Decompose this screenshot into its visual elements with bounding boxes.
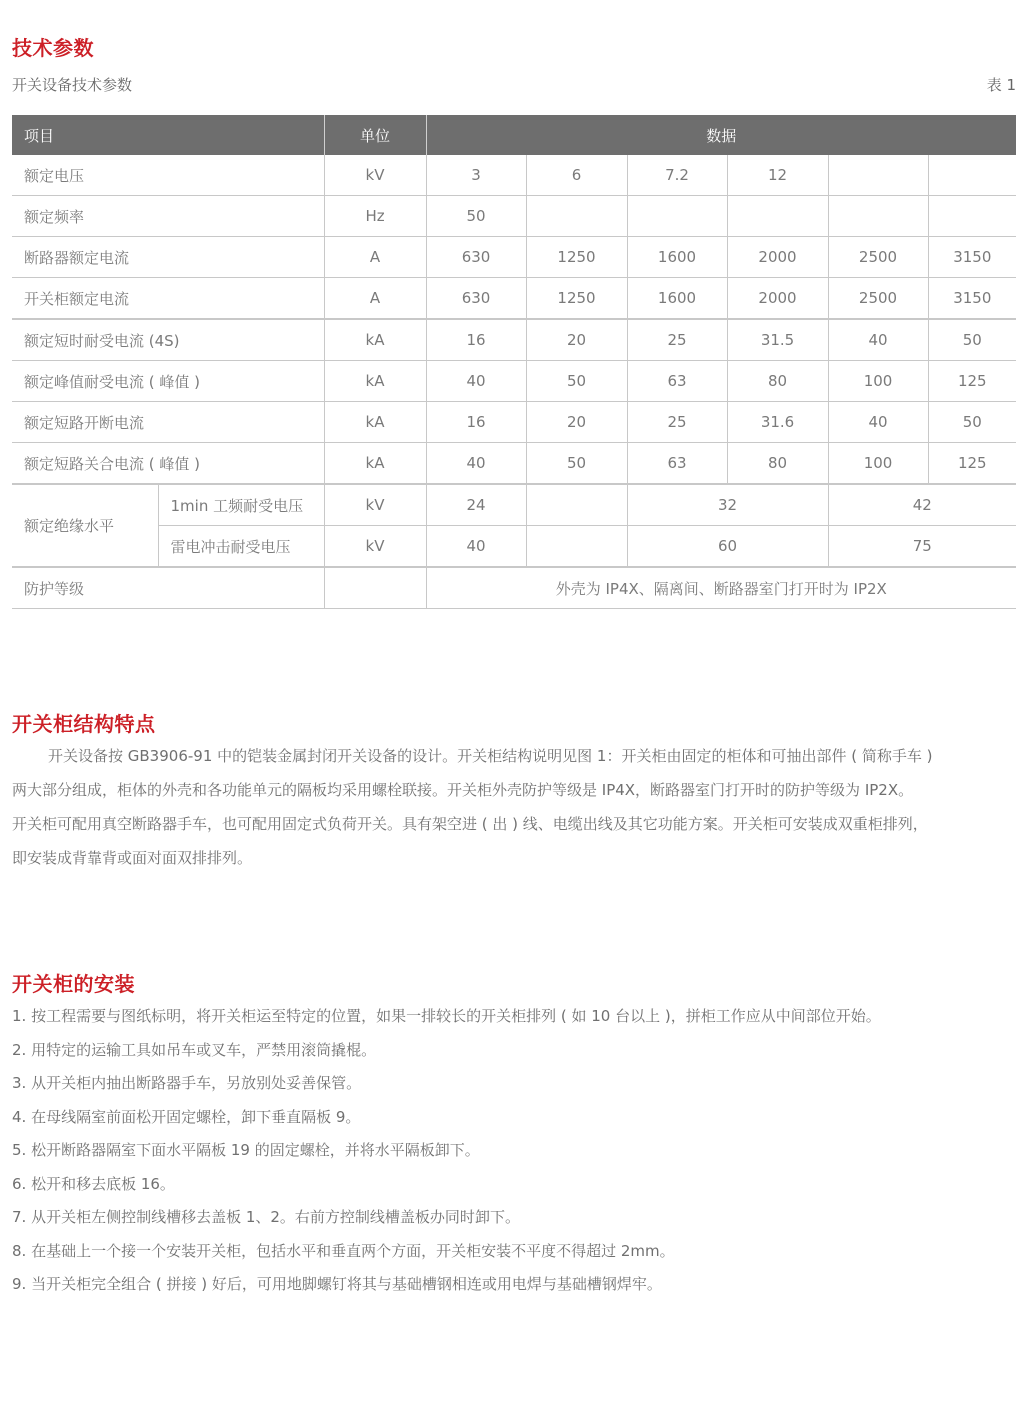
row-unit: kA [324,361,426,402]
spec-table [12,115,1016,609]
row-value: 40 [828,402,928,443]
row-unit: Hz [324,196,426,237]
row-value: 1600 [627,237,727,278]
install-step: 1. 按工程需要与图纸标明，将开关柜运至特定的位置，如果一排较长的开关柜排列 ( 如 10 台以上 )，拼柜工作应从中间部位开始。 [12,1007,881,1025]
row-unit: A [324,237,426,278]
install-step: 5. 松开断路器隔室下面水平隔板 19 的固定螺栓，并将水平隔板卸下。 [12,1141,480,1159]
row-value [928,196,1016,237]
row-value: 16 [426,319,526,361]
row-value: 1250 [526,237,627,278]
row-value [828,155,928,196]
row-value: 40 [426,443,526,485]
install-step: 2. 用特定的运输工具如吊车或叉车，严禁用滚筒撬棍。 [12,1040,377,1059]
table-row [12,361,1016,402]
row-value: 31.6 [727,402,828,443]
row-sub-label: 1min 工频耐受电压 [158,484,324,526]
row-unit: kA [324,443,426,485]
row-value: 100 [828,443,928,485]
structure-line: 开关柜可配用真空断路器手车，也可配用固定式负荷开关。具有架空进 ( 出 ) 线、电缆出线及其它功能方案。开关柜可安装成双重柜排列， [12,815,928,833]
row-value: 12 [727,155,828,196]
row-unit: kA [324,402,426,443]
row-value: 75 [828,526,1016,568]
section-title-tech: 技术参数 [12,36,94,60]
table-row [12,237,1016,278]
row-value: 630 [426,237,526,278]
table-row [12,196,1016,237]
install-step: 7. 从开关柜左侧控制线槽移去盖板 1、2。右前方控制线槽盖板办同时卸下。 [12,1208,520,1226]
row-item-label: 额定峰值耐受电流 ( 峰值 ) [12,361,324,402]
row-value [526,484,627,526]
table-row [12,402,1016,443]
row-value: 60 [627,526,828,568]
row-item-label: 额定电压 [12,155,324,196]
row-value: 125 [928,443,1016,485]
row-value: 24 [426,484,526,526]
row-item-label: 开关柜额定电流 [12,278,324,320]
row-value: 6 [526,155,627,196]
row-value: 25 [627,402,727,443]
install-step: 9. 当开关柜完全组合 ( 拼接 ) 好后，可用地脚螺钉将其与基础槽钢相连或用电焊与基础槽钢焊牢。 [12,1275,662,1293]
table-number: 表 1 [986,76,1016,94]
row-value [526,526,627,568]
row-value: 20 [526,402,627,443]
header-data: 数据 [426,115,1016,155]
row-value: 3 [426,155,526,196]
row-value: 2000 [727,237,828,278]
row-value: 40 [828,319,928,361]
row-item-label: 防护等级 [12,567,324,609]
row-item-label: 额定短时耐受电流 (4S) [12,319,324,361]
row-value: 20 [526,319,627,361]
header-item: 项目 [12,115,324,155]
structure-line: 即安装成背靠背或面对面双排排列。 [12,849,253,867]
row-unit: kV [324,484,426,526]
structure-paragraph [12,739,1018,875]
row-value [526,196,627,237]
row-sub-label: 雷电冲击耐受电压 [158,526,324,568]
row-value: 630 [426,278,526,320]
install-step: 4. 在母线隔室前面松开固定螺栓，卸下垂直隔板 9。 [12,1107,361,1126]
row-value: 100 [828,361,928,402]
row-item-label: 额定频率 [12,196,324,237]
row-value: 42 [828,484,1016,526]
row-value: 1600 [627,278,727,320]
row-value: 40 [426,526,526,568]
row-value: 3150 [928,278,1016,320]
row-value: 2500 [828,237,928,278]
row-value: 40 [426,361,526,402]
table-caption: 开关设备技术参数 [12,76,133,94]
row-value: 63 [627,361,727,402]
row-value: 3150 [928,237,1016,278]
install-step: 6. 松开和移去底板 16。 [12,1174,175,1193]
row-value: 31.5 [727,319,828,361]
row-value: 外壳为 IP4X、隔离间、断路器室门打开时为 IP2X [426,567,1016,609]
install-steps-list [12,1000,1022,1302]
section-title-install: 开关柜的安装 [12,972,135,996]
row-item-label: 额定短路开断电流 [12,402,324,443]
table-row [12,443,1016,485]
table-row-insulation [12,526,1016,568]
row-value: 80 [727,361,828,402]
section-title-structure: 开关柜结构特点 [12,712,156,736]
row-value: 50 [928,319,1016,361]
row-value [627,196,727,237]
install-step: 3. 从开关柜内抽出断路器手车，另放别处妥善保管。 [12,1074,362,1092]
table-row [12,319,1016,361]
table-header-row [12,115,1016,155]
table-row-protection [12,567,1016,609]
row-value: 125 [928,361,1016,402]
row-item-label: 额定绝缘水平 [12,484,158,567]
row-unit: A [324,278,426,320]
row-value: 50 [426,196,526,237]
row-value: 25 [627,319,727,361]
install-step: 8. 在基础上一个接一个安装开关柜，包括水平和垂直两个方面，开关柜安装不平度不得超过 2mm。 [12,1241,675,1260]
row-value: 80 [727,443,828,485]
row-value: 32 [627,484,828,526]
table-row [12,278,1016,320]
structure-line: 两大部分组成，柜体的外壳和各功能单元的隔板均采用螺栓联接。开关柜外壳防护等级是 IP4X，断路器室门打开时的防护等级为 IP2X。 [12,781,914,799]
row-unit [324,567,426,609]
row-unit: kV [324,155,426,196]
row-value: 16 [426,402,526,443]
row-value: 7.2 [627,155,727,196]
row-value: 2500 [828,278,928,320]
row-unit: kA [324,319,426,361]
row-value: 50 [928,402,1016,443]
structure-line: 开关设备按 GB3906-91 中的铠装金属封闭开关设备的设计。开关柜结构说明见图 1：开关柜由固定的柜体和可抽出部件 ( 简称手车 ) [48,747,933,765]
row-value [928,155,1016,196]
row-item-label: 额定短路关合电流 ( 峰值 ) [12,443,324,485]
row-value: 63 [627,443,727,485]
row-value [828,196,928,237]
row-item-label: 断路器额定电流 [12,237,324,278]
row-value: 50 [526,361,627,402]
row-value [727,196,828,237]
row-value: 50 [526,443,627,485]
row-value: 1250 [526,278,627,320]
header-unit: 单位 [324,115,426,155]
table-row-insulation [12,484,1016,526]
row-unit: kV [324,526,426,568]
table-row [12,155,1016,196]
row-value: 2000 [727,278,828,320]
